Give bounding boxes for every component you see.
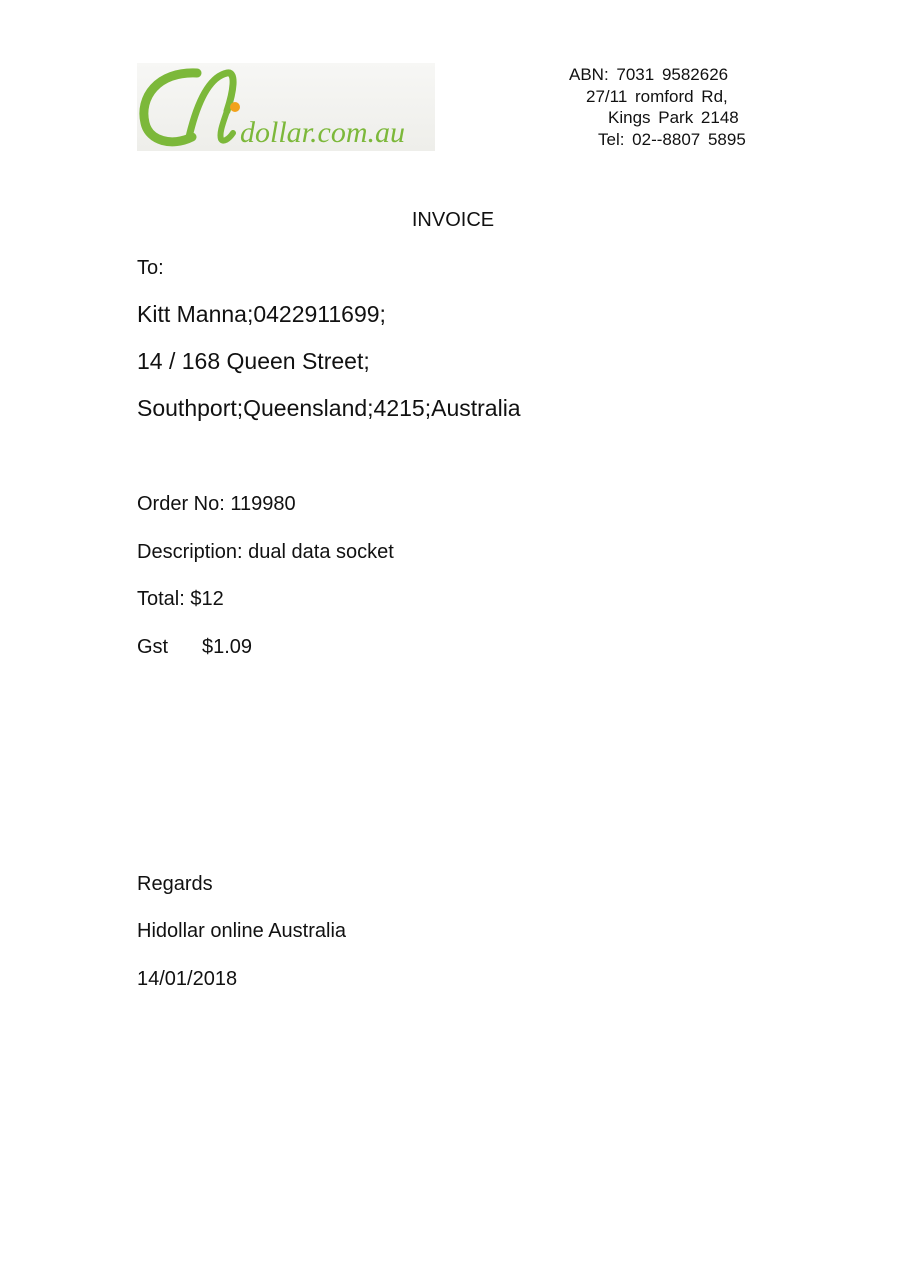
logo-wordmark: dollar.com.au — [240, 116, 405, 149]
logo-i-stem — [220, 111, 233, 141]
order-total: Total: $12 — [137, 588, 224, 610]
logo-graphic — [137, 63, 435, 151]
signoff-company: Hidollar online Australia — [137, 920, 347, 942]
company-abn: ABN: 7031 9582626 — [569, 65, 729, 84]
company-phone: Tel: 02--8807 5895 — [598, 129, 746, 149]
logo-dot — [230, 102, 240, 112]
company-street: 27/11 romford Rd, — [586, 86, 728, 106]
regards-text: Regards — [137, 873, 213, 895]
company-city: Kings Park 2148 — [608, 108, 739, 127]
order-number: Order No: 119980 — [137, 493, 296, 515]
recipient-locality: Southport;Queensland;4215;Australia — [137, 395, 521, 421]
invoice-title: INVOICE — [411, 209, 495, 231]
invoice-date: 14/01/2018 — [137, 968, 238, 990]
company-contact-block — [540, 64, 800, 150]
recipient-name-phone: Kitt Manna;0422911699; — [137, 301, 386, 327]
company-logo — [137, 63, 435, 151]
logo-swoosh-h — [189, 73, 233, 137]
gst-value: $1.09 — [202, 636, 253, 658]
to-label: To: — [137, 257, 164, 279]
recipient-street: 14 / 168 Queen Street; — [137, 348, 370, 374]
gst-label: Gst — [137, 636, 169, 658]
order-description: Description: dual data socket — [137, 541, 394, 563]
